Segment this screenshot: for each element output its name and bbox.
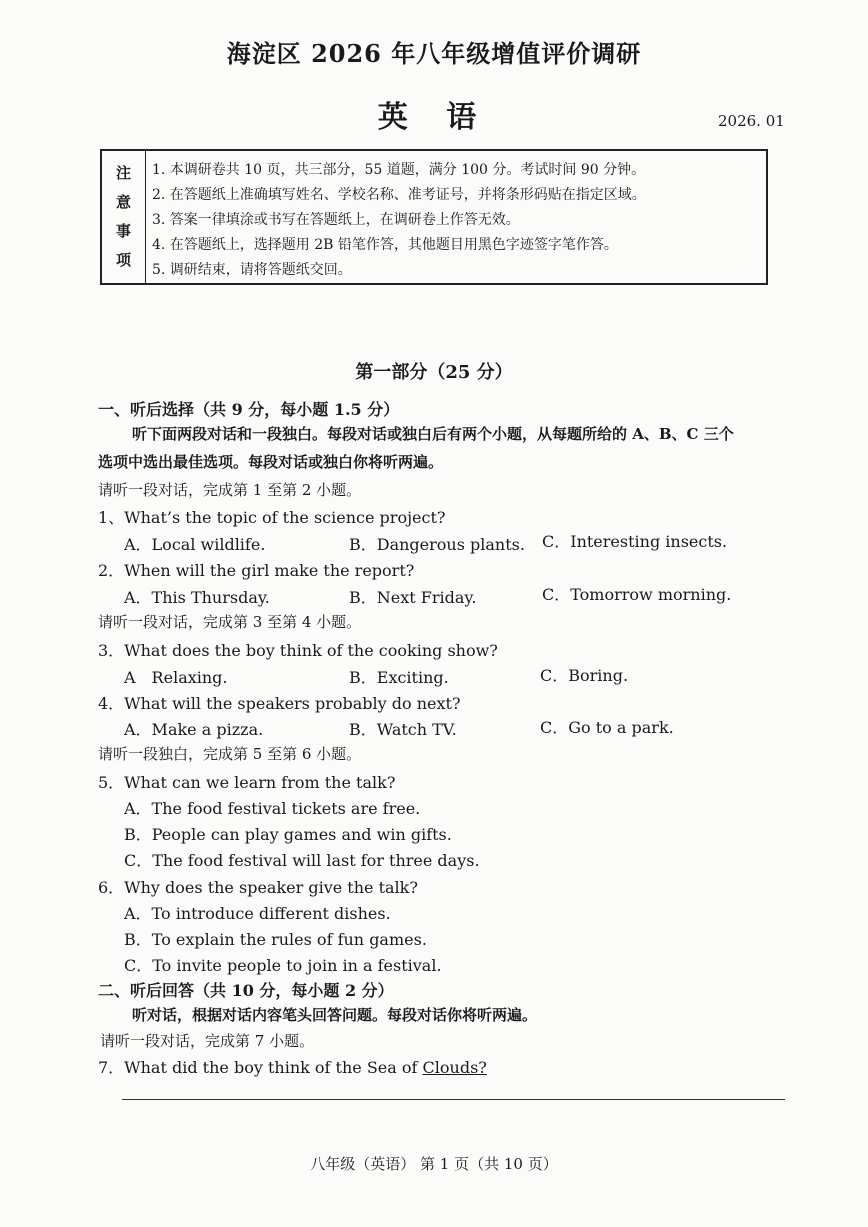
exam-date: 2026. 01: [718, 112, 785, 130]
option-a[interactable]: A Relaxing.: [124, 668, 228, 687]
listening-direction: 请听一段对话，完成第 7 小题。: [100, 1032, 315, 1050]
section-instruction: 选项中选出最佳选项。每段对话或独白你将听两遍。: [98, 453, 444, 471]
option-c[interactable]: C．The food festival will last for three days.: [124, 851, 480, 870]
section-instruction: 听对话，根据对话内容笔头回答问题。每段对话你将听两遍。: [132, 1006, 538, 1024]
exam-title: 海淀区 2026 年八年级增值评价调研: [226, 39, 642, 68]
option-a[interactable]: A．Make a pizza.: [124, 720, 264, 739]
option-a[interactable]: A．Local wildlife.: [124, 535, 266, 554]
option-b[interactable]: B．Watch TV.: [349, 720, 457, 739]
part-title: 第一部分（25 分）: [355, 362, 513, 383]
notice-item: 5. 调研结束，请将答题纸交回。: [152, 262, 352, 278]
option-b[interactable]: B．Exciting.: [349, 668, 449, 687]
option-c[interactable]: C．Tomorrow morning.: [542, 585, 732, 604]
question-stem: 1、What’s the topic of the science project?: [98, 508, 446, 527]
option-c[interactable]: C．Interesting insects.: [542, 532, 728, 551]
subject-title: 英 语: [377, 100, 491, 135]
notice-item: 4. 在答题纸上，选择题用 2B 铅笔作答，其他题目用黑色字迹签字笔作答。: [152, 237, 618, 253]
notice-label-char: 意: [115, 193, 131, 211]
question-stem: 4．What will the speakers probably do next?: [98, 694, 461, 713]
page-footer: 八年级（英语） 第 1 页（共 10 页）: [310, 1155, 558, 1173]
question-stem: 2．When will the girl make the report?: [98, 561, 415, 580]
option-a[interactable]: A．To introduce different dishes.: [124, 904, 391, 923]
option-b[interactable]: B．People can play games and win gifts.: [124, 825, 452, 844]
option-c[interactable]: C．Go to a park.: [540, 718, 674, 737]
notice-label: [102, 151, 146, 283]
notice-label-char: 项: [115, 251, 131, 269]
option-c[interactable]: C．To invite people to join in a festival.: [124, 956, 442, 975]
option-b[interactable]: B．Next Friday.: [349, 588, 477, 607]
answer-line[interactable]: [122, 1099, 785, 1100]
question-stem: [98, 1055, 487, 1078]
section-instruction: 听下面两段对话和一段独白。每段对话或独白后有两个小题，从每题所给的 A、B、C 三个: [132, 425, 734, 443]
option-b[interactable]: B．To explain the rules of fun games.: [124, 930, 427, 949]
notice-box: [100, 149, 768, 285]
section-heading: 二、听后回答（共 10 分，每小题 2 分）: [98, 981, 394, 1000]
underlined-word: Clouds?: [422, 1058, 487, 1077]
option-b[interactable]: B．Dangerous plants.: [349, 535, 525, 554]
notice-label-char: 注: [115, 164, 131, 182]
listening-direction: 请听一段对话，完成第 3 至第 4 小题。: [98, 613, 362, 631]
section-heading: 一、听后选择（共 9 分，每小题 1.5 分）: [98, 400, 400, 419]
listening-direction: 请听一段对话，完成第 1 至第 2 小题。: [98, 481, 362, 499]
question-text: 7．What did the boy think of the Sea of: [98, 1058, 423, 1077]
question-stem: 3．What does the boy think of the cooking show?: [98, 641, 498, 660]
notice-item: 2. 在答题纸上准确填写姓名、学校名称、准考证号，并将条形码贴在指定区域。: [152, 187, 646, 203]
notice-item: 3. 答案一律填涂或书写在答题纸上，在调研卷上作答无效。: [152, 212, 520, 228]
question-stem: 6．Why does the speaker give the talk?: [98, 878, 418, 897]
notice-list: [152, 158, 646, 283]
question-stem: 5．What can we learn from the talk?: [98, 773, 396, 792]
notice-label-char: 事: [115, 222, 131, 240]
option-c[interactable]: C．Boring.: [540, 666, 629, 685]
option-a[interactable]: A．The food festival tickets are free.: [124, 799, 421, 818]
notice-item: 1. 本调研卷共 10 页，共三部分，55 道题，满分 100 分。考试时间 90 分钟。: [152, 162, 646, 178]
option-a[interactable]: A．This Thursday.: [124, 588, 270, 607]
listening-direction: 请听一段独白，完成第 5 至第 6 小题。: [98, 745, 362, 763]
